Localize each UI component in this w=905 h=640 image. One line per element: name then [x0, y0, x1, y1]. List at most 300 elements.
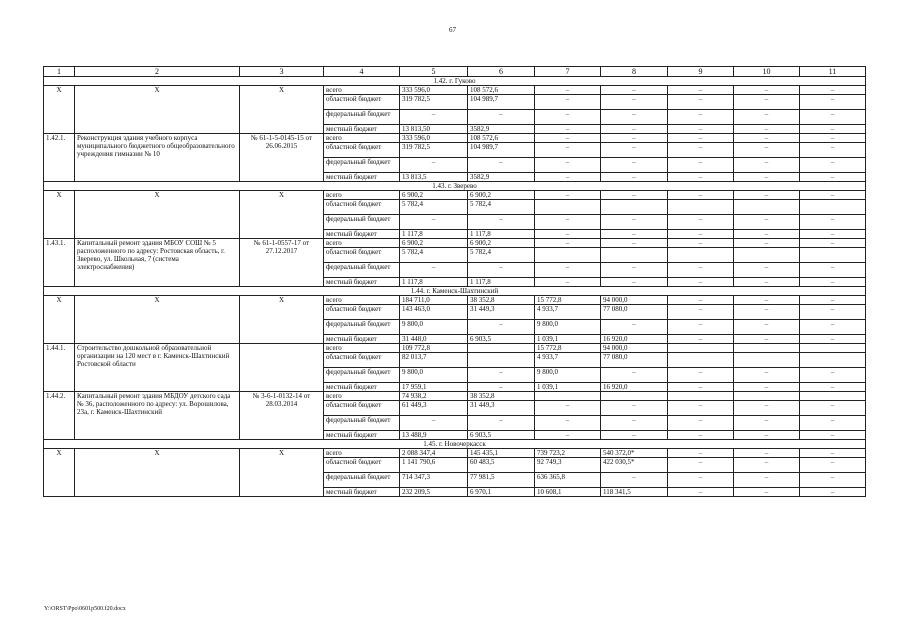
- amount-cell: 16 920,0: [601, 335, 668, 344]
- item-name: Строительство дошкольной образовательной организации на 120 мест в г. Каменск-Шахтинский Ростовской области: [75, 344, 240, 392]
- fund-label: местный бюджет: [324, 488, 400, 497]
- amount-cell: –: [800, 173, 866, 182]
- header-cell: 8: [601, 67, 668, 77]
- section-title: 1.42. г. Гуково: [44, 77, 866, 86]
- fund-label: областной бюджет: [324, 401, 400, 416]
- amount-cell: –: [668, 125, 734, 134]
- amount-cell: 143 463,0: [400, 305, 468, 320]
- header-cell: 2: [75, 67, 240, 77]
- amount-cell: –: [668, 110, 734, 125]
- fund-label: всего: [324, 296, 400, 305]
- amount-cell: –: [734, 320, 800, 335]
- amount-cell: –: [400, 110, 468, 125]
- amount-cell: [601, 248, 668, 263]
- amount-cell: –: [468, 416, 535, 431]
- amount-cell: –: [668, 278, 734, 287]
- amount-cell: –: [668, 263, 734, 278]
- fund-label: федеральный бюджет: [324, 263, 400, 278]
- amount-cell: 2 088 347,4: [400, 449, 468, 458]
- amount-cell: –: [734, 239, 800, 248]
- amount-cell: –: [800, 383, 866, 392]
- fund-label: местный бюджет: [324, 230, 400, 239]
- amount-cell: 6 900,2: [400, 191, 468, 200]
- amount-cell: 5 782,4: [400, 248, 468, 263]
- amount-cell: –: [668, 401, 734, 416]
- amount-cell: –: [535, 134, 601, 143]
- amount-cell: 6 900,2: [468, 239, 535, 248]
- amount-cell: 6 900,2: [400, 239, 468, 248]
- amount-cell: –: [668, 191, 734, 200]
- amount-cell: –: [734, 401, 800, 416]
- fund-label: областной бюджет: [324, 95, 400, 110]
- section-title: 1.43. г. Зверево: [44, 182, 866, 191]
- amount-cell: –: [668, 383, 734, 392]
- amount-cell: 5 782,4: [468, 200, 535, 215]
- section-title: 1.45. г. Новочеркасск: [44, 440, 866, 449]
- amount-cell: 13 813,5: [400, 173, 468, 182]
- amount-cell: [468, 344, 535, 353]
- section-row: [44, 77, 866, 86]
- header-cell: 10: [734, 67, 800, 77]
- amount-cell: –: [468, 320, 535, 335]
- amount-cell: 6 970,1: [468, 488, 535, 497]
- fund-label: федеральный бюджет: [324, 368, 400, 383]
- amount-cell: –: [668, 296, 734, 305]
- amount-cell: 1 141 790,6: [400, 458, 468, 473]
- amount-cell: 5 782,4: [400, 200, 468, 215]
- amount-cell: –: [800, 368, 866, 383]
- amount-cell: –: [601, 95, 668, 110]
- amount-cell: [535, 392, 601, 401]
- amount-cell: 104 989,7: [468, 95, 535, 110]
- amount-cell: –: [668, 431, 734, 440]
- item-document: № 61-1-5-0145-15 от 26.06.2015: [240, 134, 324, 182]
- fund-label: всего: [324, 344, 400, 353]
- fund-label: местный бюджет: [324, 173, 400, 182]
- fund-label: местный бюджет: [324, 278, 400, 287]
- amount-cell: –: [668, 158, 734, 173]
- item-number: 1.42.1.: [44, 134, 75, 182]
- amount-cell: –: [668, 305, 734, 320]
- section-row: [44, 287, 866, 296]
- fund-label: федеральный бюджет: [324, 416, 400, 431]
- amount-cell: 6 903,5: [468, 431, 535, 440]
- fund-label: областной бюджет: [324, 305, 400, 320]
- amount-cell: –: [800, 158, 866, 173]
- amount-cell: –: [734, 431, 800, 440]
- amount-cell: [668, 248, 734, 263]
- amount-cell: 94 000,0: [601, 344, 668, 353]
- amount-cell: –: [734, 191, 800, 200]
- fund-label: всего: [324, 392, 400, 401]
- amount-cell: –: [800, 320, 866, 335]
- amount-cell: –: [668, 173, 734, 182]
- amount-cell: [468, 353, 535, 368]
- amount-cell: –: [734, 134, 800, 143]
- amount-cell: 319 782,5: [400, 95, 468, 110]
- amount-cell: –: [734, 383, 800, 392]
- item-document: Х: [240, 86, 324, 134]
- table-row: [44, 392, 866, 401]
- amount-cell: –: [601, 263, 668, 278]
- table-row: [44, 344, 866, 353]
- section-row: [44, 440, 866, 449]
- fund-label: местный бюджет: [324, 335, 400, 344]
- amount-cell: –: [800, 191, 866, 200]
- amount-cell: –: [535, 431, 601, 440]
- item-name: Капитальный ремонт здания МБДОУ детского сада № 36, расположенного по адресу: ул. Ворошилова, 23а, г. Каменск-Шахтинский: [75, 392, 240, 440]
- amount-cell: [734, 353, 800, 368]
- amount-cell: –: [734, 143, 800, 158]
- amount-cell: 13 488,9: [400, 431, 468, 440]
- header-cell: 6: [468, 67, 535, 77]
- amount-cell: –: [601, 230, 668, 239]
- section-row: [44, 182, 866, 191]
- amount-cell: 38 352,8: [468, 296, 535, 305]
- header-cell: 7: [535, 67, 601, 77]
- amount-cell: –: [668, 335, 734, 344]
- amount-cell: –: [734, 215, 800, 230]
- amount-cell: –: [601, 473, 668, 488]
- amount-cell: –: [668, 488, 734, 497]
- amount-cell: –: [800, 473, 866, 488]
- amount-cell: –: [601, 401, 668, 416]
- amount-cell: 1 117,8: [400, 278, 468, 287]
- amount-cell: 17 959,1: [400, 383, 468, 392]
- amount-cell: 61 449,3: [400, 401, 468, 416]
- fund-label: всего: [324, 449, 400, 458]
- amount-cell: –: [535, 173, 601, 182]
- amount-cell: –: [800, 296, 866, 305]
- amount-cell: –: [800, 143, 866, 158]
- header-cell: 4: [324, 67, 400, 77]
- amount-cell: [668, 392, 734, 401]
- fund-label: областной бюджет: [324, 200, 400, 215]
- amount-cell: 94 000,0: [601, 296, 668, 305]
- amount-cell: 6 900,2: [468, 191, 535, 200]
- amount-cell: –: [601, 173, 668, 182]
- amount-cell: –: [535, 125, 601, 134]
- amount-cell: 714 347,3: [400, 473, 468, 488]
- fund-label: всего: [324, 134, 400, 143]
- amount-cell: [601, 200, 668, 215]
- amount-cell: –: [535, 110, 601, 125]
- amount-cell: 333 596,0: [400, 86, 468, 95]
- amount-cell: –: [800, 110, 866, 125]
- amount-cell: –: [601, 278, 668, 287]
- amount-cell: 16 920,0: [601, 383, 668, 392]
- item-number: 1.44.1.: [44, 344, 75, 392]
- amount-cell: –: [468, 368, 535, 383]
- amount-cell: –: [668, 320, 734, 335]
- amount-cell: –: [668, 473, 734, 488]
- amount-cell: –: [668, 368, 734, 383]
- amount-cell: –: [400, 263, 468, 278]
- amount-cell: –: [800, 263, 866, 278]
- item-document: Х: [240, 296, 324, 344]
- fund-label: областной бюджет: [324, 248, 400, 263]
- amount-cell: 9 800,0: [400, 368, 468, 383]
- amount-cell: [800, 353, 866, 368]
- amount-cell: 1 117,8: [468, 230, 535, 239]
- amount-cell: 118 341,5: [601, 488, 668, 497]
- table-row: [44, 296, 866, 305]
- amount-cell: –: [668, 449, 734, 458]
- amount-cell: –: [468, 158, 535, 173]
- amount-cell: [668, 200, 734, 215]
- amount-cell: –: [800, 125, 866, 134]
- amount-cell: –: [800, 95, 866, 110]
- amount-cell: –: [535, 95, 601, 110]
- section-title: 1.44. г. Каменск-Шахтинский: [44, 287, 866, 296]
- amount-cell: [734, 392, 800, 401]
- header-cell: 1: [44, 67, 75, 77]
- item-number: 1.44.2.: [44, 392, 75, 440]
- amount-cell: –: [468, 263, 535, 278]
- amount-cell: –: [468, 110, 535, 125]
- item-name: Х: [75, 191, 240, 239]
- amount-cell: –: [601, 431, 668, 440]
- item-document: Х: [240, 191, 324, 239]
- item-name: Реконструкция здания учебного корпуса муниципального бюджетного общеобразовательного учреждения гимназии № 10: [75, 134, 240, 182]
- amount-cell: [800, 200, 866, 215]
- amount-cell: 4 933,7: [535, 305, 601, 320]
- amount-cell: 15 772,8: [535, 344, 601, 353]
- amount-cell: –: [601, 125, 668, 134]
- amount-cell: –: [800, 416, 866, 431]
- amount-cell: –: [535, 215, 601, 230]
- amount-cell: 77 981,5: [468, 473, 535, 488]
- amount-cell: 10 608,1: [535, 488, 601, 497]
- amount-cell: [668, 353, 734, 368]
- amount-cell: 184 711,0: [400, 296, 468, 305]
- amount-cell: –: [734, 416, 800, 431]
- fund-label: областной бюджет: [324, 143, 400, 158]
- amount-cell: –: [800, 401, 866, 416]
- amount-cell: –: [668, 230, 734, 239]
- amount-cell: –: [800, 305, 866, 320]
- amount-cell: –: [668, 239, 734, 248]
- fund-label: федеральный бюджет: [324, 473, 400, 488]
- amount-cell: –: [668, 95, 734, 110]
- fund-label: местный бюджет: [324, 431, 400, 440]
- amount-cell: –: [800, 215, 866, 230]
- amount-cell: –: [468, 215, 535, 230]
- fund-label: областной бюджет: [324, 458, 400, 473]
- header-row: [44, 67, 866, 77]
- item-document: [240, 344, 324, 392]
- amount-cell: 6 903,5: [468, 335, 535, 344]
- amount-cell: 60 483,5: [468, 458, 535, 473]
- item-number: 1.43.1.: [44, 239, 75, 287]
- amount-cell: –: [535, 86, 601, 95]
- item-name: Х: [75, 86, 240, 134]
- amount-cell: –: [468, 383, 535, 392]
- amount-cell: –: [734, 458, 800, 473]
- amount-cell: –: [535, 158, 601, 173]
- header-cell: 11: [800, 67, 866, 77]
- header-cell: 3: [240, 67, 324, 77]
- amount-cell: 3582,9: [468, 125, 535, 134]
- amount-cell: 4 933,7: [535, 353, 601, 368]
- fund-label: федеральный бюджет: [324, 215, 400, 230]
- fund-label: федеральный бюджет: [324, 320, 400, 335]
- amount-cell: –: [734, 449, 800, 458]
- amount-cell: –: [400, 158, 468, 173]
- header-cell: 5: [400, 67, 468, 77]
- table-row: [44, 86, 866, 95]
- amount-cell: 77 080,0: [601, 353, 668, 368]
- fund-label: областной бюджет: [324, 353, 400, 368]
- amount-cell: –: [601, 416, 668, 431]
- fund-label: всего: [324, 239, 400, 248]
- amount-cell: 109 772,8: [400, 344, 468, 353]
- amount-cell: 108 572,6: [468, 134, 535, 143]
- amount-cell: 3582,9: [468, 173, 535, 182]
- amount-cell: –: [668, 143, 734, 158]
- amount-cell: –: [800, 431, 866, 440]
- amount-cell: 1 117,8: [468, 278, 535, 287]
- item-name: Х: [75, 449, 240, 497]
- amount-cell: –: [734, 158, 800, 173]
- fund-label: всего: [324, 86, 400, 95]
- amount-cell: 108 572,6: [468, 86, 535, 95]
- amount-cell: 77 080,0: [601, 305, 668, 320]
- fund-label: местный бюджет: [324, 383, 400, 392]
- amount-cell: 1 039,1: [535, 335, 601, 344]
- amount-cell: 333 596,0: [400, 134, 468, 143]
- amount-cell: –: [734, 110, 800, 125]
- amount-cell: 82 013,7: [400, 353, 468, 368]
- item-number: Х: [44, 296, 75, 344]
- amount-cell: –: [668, 215, 734, 230]
- amount-cell: –: [734, 368, 800, 383]
- amount-cell: 92 749,3: [535, 458, 601, 473]
- amount-cell: –: [800, 86, 866, 95]
- amount-cell: –: [800, 488, 866, 497]
- amount-cell: –: [800, 449, 866, 458]
- amount-cell: 31 449,3: [468, 305, 535, 320]
- amount-cell: 13 813,50: [400, 125, 468, 134]
- amount-cell: –: [400, 416, 468, 431]
- amount-cell: [800, 392, 866, 401]
- amount-cell: –: [535, 416, 601, 431]
- amount-cell: –: [535, 191, 601, 200]
- amount-cell: 1 039,1: [535, 383, 601, 392]
- amount-cell: –: [535, 278, 601, 287]
- amount-cell: 636 365,8: [535, 473, 601, 488]
- amount-cell: –: [601, 110, 668, 125]
- amount-cell: 9 800,0: [535, 368, 601, 383]
- amount-cell: [800, 248, 866, 263]
- amount-cell: [668, 344, 734, 353]
- amount-cell: –: [800, 134, 866, 143]
- amount-cell: –: [734, 278, 800, 287]
- amount-cell: –: [800, 278, 866, 287]
- amount-cell: [734, 200, 800, 215]
- page-number: 67: [449, 26, 456, 34]
- amount-cell: [535, 200, 601, 215]
- amount-cell: –: [734, 305, 800, 320]
- footer-file-path: Y:\ORST\Ppo\0601p500.f20.docx: [44, 606, 126, 612]
- amount-cell: 15 772,8: [535, 296, 601, 305]
- amount-cell: [535, 248, 601, 263]
- amount-cell: –: [668, 86, 734, 95]
- table-row: [44, 134, 866, 143]
- amount-cell: 319 782,5: [400, 143, 468, 158]
- amount-cell: –: [601, 143, 668, 158]
- amount-cell: –: [800, 239, 866, 248]
- amount-cell: –: [734, 173, 800, 182]
- budget-table: [43, 66, 866, 497]
- table-row: [44, 191, 866, 200]
- fund-label: местный бюджет: [324, 125, 400, 134]
- item-number: Х: [44, 191, 75, 239]
- item-document: Х: [240, 449, 324, 497]
- amount-cell: –: [734, 263, 800, 278]
- amount-cell: –: [734, 488, 800, 497]
- amount-cell: –: [601, 320, 668, 335]
- amount-cell: –: [601, 215, 668, 230]
- amount-cell: 145 435,1: [468, 449, 535, 458]
- amount-cell: 422 030,5*: [601, 458, 668, 473]
- amount-cell: 5 782,4: [468, 248, 535, 263]
- amount-cell: –: [601, 86, 668, 95]
- item-number: Х: [44, 449, 75, 497]
- amount-cell: –: [668, 458, 734, 473]
- header-cell: 9: [668, 67, 734, 77]
- amount-cell: –: [535, 401, 601, 416]
- amount-cell: 9 800,0: [535, 320, 601, 335]
- fund-label: федеральный бюджет: [324, 110, 400, 125]
- table-body: [44, 67, 866, 497]
- amount-cell: 739 723,2: [535, 449, 601, 458]
- amount-cell: –: [400, 215, 468, 230]
- amount-cell: –: [734, 230, 800, 239]
- amount-cell: –: [734, 296, 800, 305]
- amount-cell: –: [800, 335, 866, 344]
- amount-cell: –: [535, 263, 601, 278]
- table-row: [44, 239, 866, 248]
- item-name: Х: [75, 296, 240, 344]
- amount-cell: –: [734, 335, 800, 344]
- amount-cell: –: [601, 158, 668, 173]
- amount-cell: 31 449,3: [468, 401, 535, 416]
- amount-cell: [800, 344, 866, 353]
- amount-cell: 232 209,5: [400, 488, 468, 497]
- item-name: Капитальный ремонт здания МБОУ СОШ № 5 расположенного по адресу: Ростовская область, г. Зверево, ул. Школьная, 7 (система электроснабжения): [75, 239, 240, 287]
- amount-cell: –: [734, 95, 800, 110]
- amount-cell: –: [601, 368, 668, 383]
- amount-cell: –: [601, 239, 668, 248]
- item-document: № 3-6-1-0132-14 от 28.03.2014: [240, 392, 324, 440]
- amount-cell: –: [668, 416, 734, 431]
- amount-cell: –: [601, 191, 668, 200]
- fund-label: федеральный бюджет: [324, 158, 400, 173]
- amount-cell: 74 938,2: [400, 392, 468, 401]
- amount-cell: –: [535, 239, 601, 248]
- amount-cell: 104 989,7: [468, 143, 535, 158]
- amount-cell: [734, 248, 800, 263]
- amount-cell: 1 117,8: [400, 230, 468, 239]
- amount-cell: –: [800, 458, 866, 473]
- amount-cell: –: [734, 473, 800, 488]
- amount-cell: [601, 392, 668, 401]
- amount-cell: 38 352,8: [468, 392, 535, 401]
- amount-cell: –: [734, 125, 800, 134]
- amount-cell: 31 448,0: [400, 335, 468, 344]
- amount-cell: 540 372,0*: [601, 449, 668, 458]
